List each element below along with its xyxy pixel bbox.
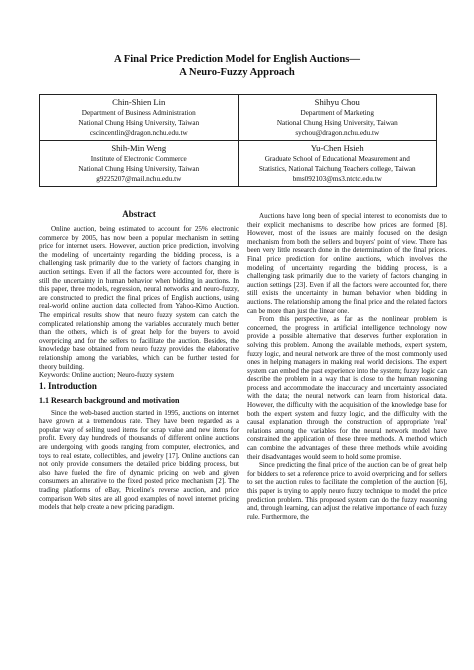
paper-title — [0, 53, 474, 79]
title-line-1: A Final Price Prediction Model for English Auctions— — [114, 54, 360, 65]
author-email: g9225207@mail.nchu.edu.tw — [96, 175, 182, 183]
author-institution: National Chung Hsing University, Taiwan — [78, 119, 200, 127]
body-paragraph: From this perspective, as far as the nonlinear problem is concerned, the progress in artificial intelligence technology now provide a possible alternative that deserves further exploration in solving this problem. Among the available methods, expert system, fuzzy logic, and neural network are three of the most commonly used ones in helping managers in making real world decisions. The expert system can embed the past experience into the system; fuzzy logic can describe the problem in a way that is close to the human reasoning process and accommodate the inaccuracy and uncertainty associated with the data; the neural network can learn from historical data. However, the difficulty with the acquisition of the knowledge base for both the expert system and fuzzy logic, and the difficulty with the causal explanation through the construction of appropriate 'real' relations among the variables for the neural network model have constrained the application of these three methods. A method which can combine the advantages of these three methods while avoiding their disadvantages would seem to hold some promise. — [247, 315, 447, 461]
author-name: Chin-Shien Lin — [112, 97, 166, 107]
right-column — [247, 212, 447, 521]
author-institution: National Chung Hsing University, Taiwan — [276, 119, 398, 127]
abstract-text: Online auction, being estimated to account for 25% electronic commerce by 2005, has now been a popular mechanism in setting price for internet users. However, auction price prediction, involving the modeling of uncertainty regarding the bidding process, is a challenging task primarily due to the variety of factors changing in auction settings. Even if all the factors were accounted for, there is still the uncertainty in human behavior when bidding in auctions. In this paper, three models, regression, neural networks and neuro-fuzzy, are constructed to predict the final prices of English auctions, using real-world online auction data collected from Yahoo-Kimo Auction. The empirical results show that neuro fuzzy system can catch the complicated relationship among the variables accurately much better than the others, which is of great help for the buyers to avoid overpricing and for the sellers to facilitate the auction. Besides, the knowledge base obtained from neuro fuzzy provides the elaborative relationship among the variables, which can be further tested for theory building. — [39, 225, 239, 371]
author-email: sychou@dragon.nchu.edu.tw — [295, 129, 380, 137]
intro-paragraph: Since the web-based auction started in 1995, auctions on internet have grown at a tremendous rate. They have been regarded as a popular way of selling used items for scrap value and new items for profit. Every day hundreds of thousands of different online auctions are undergoing with goods ranging from computer, electronics, and toys to real estate, collectibles, and jewelry [17]. Online auctions can not only provide consumers the detailed price bidding process, but also have fueled the fire of dynamic pricing on web and given consumers an alterative to the fixed posted price mechanism [2]. The trading platforms of eBay, Priceline's reverse auction, and price comparison Web sites are all good examples of novel internet pricing models that help create a new pricing paradigm. — [39, 408, 239, 512]
author-table — [39, 94, 437, 187]
author-block — [40, 141, 239, 187]
keywords: Keywords: Online auction; Neuro-fuzzy system — [39, 371, 175, 380]
author-name: Shih-Min Weng — [111, 143, 167, 153]
title-line-2: A Neuro-Fuzzy Approach — [179, 67, 295, 78]
abstract-heading: Abstract — [122, 209, 156, 219]
author-affiliation: Institute of Electronic Commerce — [90, 155, 187, 163]
left-column — [39, 208, 239, 512]
subsection-heading: 1.1 Research background and motivation — [39, 395, 180, 405]
author-affiliation: Department of Marketing — [300, 109, 374, 117]
author-affiliation: Department of Business Administration — [81, 109, 196, 117]
section-heading: 1. Introduction — [39, 380, 97, 391]
author-institution: Statistics, National Taichung Teachers college, Taiwan — [258, 165, 416, 173]
author-block — [238, 95, 437, 141]
author-email: bms092103@ms3.ntctc.edu.tw — [292, 175, 382, 183]
author-affiliation: Graduate School of Educational Measurement and — [264, 155, 410, 163]
author-institution: National Chung Hsing University, Taiwan — [78, 165, 200, 173]
author-block — [238, 141, 437, 187]
author-name: Shihyu Chou — [314, 97, 360, 107]
author-email: cscincentlin@dragon.nchu.edu.tw — [89, 129, 188, 137]
body-paragraph: Since predicting the final price of the auction can be of great help for bidders to set a reference price to avoid overpricing and for sellers to set the auction rules to facilitate the completion of the auction [6], this paper is trying to apply neuro fuzzy technique to model the price prediction problem. This proposed system can do the fuzzy reasoning and, through learning, can adjust the relative importance of each fuzzy rule. Furthermore, the — [247, 461, 447, 521]
author-name: Yu-Chen Hsieh — [310, 143, 364, 153]
body-paragraph: Auctions have long been of special interest to economists due to their explicit mechanisms to describe how prices are formed [8]. However, most of the issues are mainly focused on the design mechanism from both the sellers and buyers' point of view. There has been very little research done in the determination of the final prices. Final price prediction for online auctions, which involves the modeling of uncertainty regarding the bidding process, is a challenging task primarily due to the variety of factors changing in auction settings [23]. Even if all the factors were accounted for, there still exists the uncertainty in human behavior when bidding in auctions. The relationship among the final price and the related factors can be more than just the linear one. — [247, 212, 447, 315]
author-block — [40, 95, 239, 141]
